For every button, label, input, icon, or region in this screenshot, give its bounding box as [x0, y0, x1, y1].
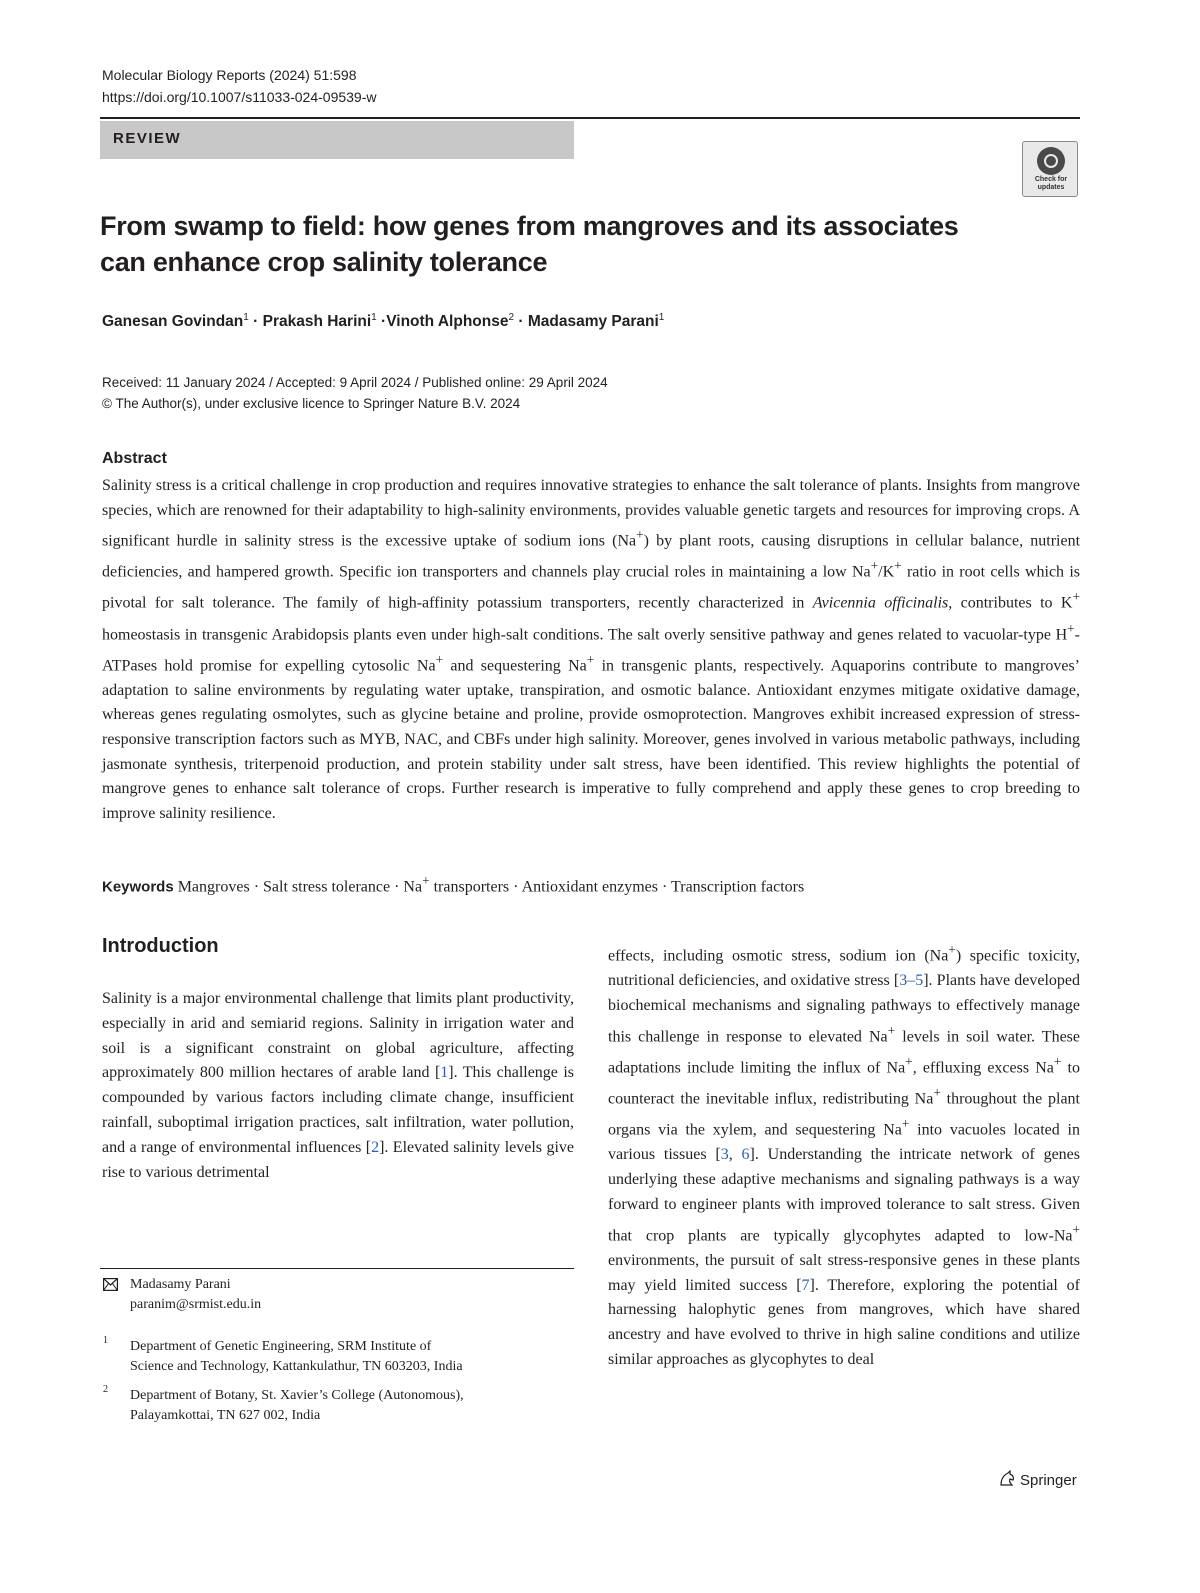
copyright-line: © The Author(s), under exclusive licence to Springer Nature B.V. 2024: [102, 396, 521, 411]
title-line-2: can enhance crop salinity tolerance: [100, 247, 548, 277]
corresponding-author-email[interactable]: paranim@srmist.edu.in: [130, 1297, 262, 1312]
footnote-rule: [100, 1268, 574, 1269]
history-dates: Received: 11 January 2024 / Accepted: 9 April 2024 / Published online: 29 April 2024: [102, 375, 608, 390]
journal-citation: Molecular Biology Reports (2024) 51:598: [102, 67, 357, 83]
top-rule: [100, 117, 1080, 119]
author-name[interactable]: Vinoth Alphonse: [386, 313, 509, 331]
keywords: Keywords Mangroves · Salt stress tolerance · Na+ transporters · Antioxidant enzymes · Transcription factors: [102, 873, 805, 896]
author-list: Ganesan Govindan$^1$ · Prakash Harini$^1$ ·Vinoth Alphonse$^2$ · Madasamy Parani$^1$: [102, 312, 665, 331]
author-affiliation: 1: [658, 312, 665, 323]
species-name: Avicennia officinalis: [812, 594, 949, 612]
citation-link[interactable]: 6: [741, 1146, 750, 1164]
article-type-label: REVIEW: [113, 130, 182, 147]
citation-link[interactable]: 1: [440, 1064, 449, 1082]
title-line-1: From swamp to field: how genes from mangroves and its associates: [100, 211, 959, 241]
citation-link[interactable]: 7: [801, 1276, 810, 1294]
author-affiliation: 2: [508, 312, 515, 323]
author-affiliation: 1: [371, 312, 377, 323]
envelope-icon: [103, 1278, 118, 1291]
affiliation-line: Science and Technology, Kattankulathur, TN 603203, India: [130, 1359, 463, 1374]
author-name[interactable]: Madasamy Parani: [527, 313, 659, 331]
article-type-bar: [100, 121, 574, 159]
author-name[interactable]: Ganesan Govindan: [102, 313, 244, 331]
author-affiliation: 1: [243, 312, 249, 323]
introduction-heading: Introduction: [102, 935, 219, 957]
springer-horse-icon: [998, 1470, 1016, 1488]
affiliation-number: 2: [103, 1384, 108, 1395]
affiliation-2: [130, 1386, 570, 1426]
affiliation-1: [130, 1337, 570, 1377]
affiliation-line: Palayamkottai, TN 627 002, India: [130, 1408, 321, 1423]
intro-left-column: Salinity is a major environmental challenge that limits plant productivity, especially in arid and semiarid regions. Salinity in irrigation water and soil is a significant constraint on global agriculture, affecting approximately 800 million hectares of arable land [1]. This challenge is compounded by various factors including climate change, insufficient rainfall, suboptimal irrigation practices, salt infiltration, water pollution, and a range of environmental influences [2]. Elevated salinity levels give rise to various detrimental: [102, 990, 574, 1181]
check-for-updates-badge[interactable]: [1022, 141, 1078, 197]
check-updates-icon: [1037, 147, 1065, 175]
citation-link[interactable]: 3–5: [899, 972, 924, 990]
corresponding-author: [130, 1275, 261, 1315]
abstract-heading: Abstract: [102, 450, 167, 467]
publication-dates: [102, 372, 608, 414]
affiliation-number: 1: [103, 1335, 108, 1346]
journal-header: [102, 64, 377, 108]
publisher-logo: [998, 1470, 1077, 1489]
publisher-name: Springer: [1020, 1472, 1077, 1489]
intro-right-column: effects, including osmotic stress, sodium ion (Na+) specific toxicity, nutritional deficiencies, and oxidative stress [3–5]. Plants have developed biochemical mechanisms and signaling pathways to effectively manage this challenge in response to elevated Na+ levels in soil water. These adaptations include limiting the influx of Na+, effluxing excess Na+ to counteract the inevitable influx, redistributing Na+ throughout the plant organs via the xylem, and sequestering Na+ into vacuoles located in various tissues [3, 6]. Understanding the intricate network of genes underlying these adaptive mechanisms and signaling pathways is a way forward to engineer plants with improved tolerance to salt stress. Given that crop plants are typically glycophytes adapted to low-Na+ environments, the pursuit of salt stress-responsive genes in these plants may yield limited success [7]. Therefore, exploring the potential of harnessing halophytic genes from mangroves, which have shared ancestry and have evolved to thrive in high saline conditions and utilize similar approaches as glycophytes to deal: [608, 942, 1081, 1368]
doi-link[interactable]: https://doi.org/10.1007/s11033-024-09539-w: [102, 89, 377, 105]
citation-link[interactable]: 2: [371, 1138, 380, 1156]
author-name[interactable]: Prakash Harini: [262, 313, 372, 331]
citation-link[interactable]: 3: [720, 1146, 729, 1164]
affiliation-line: Department of Botany, St. Xavier’s College (Autonomous),: [130, 1388, 464, 1403]
affiliation-line: Department of Genetic Engineering, SRM Institute of: [130, 1339, 432, 1354]
corresponding-author-name: Madasamy Parani: [130, 1277, 231, 1292]
check-updates-text: Check for updates: [1034, 176, 1068, 191]
article-title: [100, 208, 1000, 280]
abstract-text: Salinity stress is a critical challenge in crop production and requires innovative strategies to enhance the salt tolerance of plants. Insights from mangrove species, which are renowned for their adaptability to high-salinity environments, provides valuable genetic targets and resources for improving crops. A significant hurdle in salinity stress is the excessive uptake of sodium ions (Na+) by plant roots, causing disruptions in cellular balance, nutrient deficiencies, and hampered growth. Specific ion transporters and channels play crucial roles in maintaining a low Na+/K+ ratio in root cells which is pivotal for salt tolerance. The family of high-affinity potassium transporters, recently characterized in Avicennia officinalis, contributes to K+ homeostasis in transgenic Arabidopsis plants even under high-salt conditions. The salt overly sensitive pathway and genes related to vacuolar-type H+-ATPases hold promise for expelling cytosolic Na+ and sequestering Na+ in transgenic plants, respectively. Aquaporins contribute to mangroves’ adaptation to saline environments by regulating water uptake, transpiration, and osmotic balance. Antioxidant enzymes mitigate oxidative damage, whereas genes regulating osmolytes, such as glycine betaine and proline, provide osmoprotection. Mangroves exhibit increased expression of stress-responsive transcription factors such as MYB, NAC, and CBFs under high salinity. Moreover, genes involved in various metabolic pathways, including jasmonate synthesis, triterpenoid production, and protein stability under salt stress, have been identified. This review highlights the potential of mangrove genes to enhance salt tolerance of crops. Further research is imperative to fully comprehend and apply these genes to crop breeding to improve salinity resilience.: [102, 477, 1081, 823]
keywords-label: Keywords: [102, 878, 174, 896]
